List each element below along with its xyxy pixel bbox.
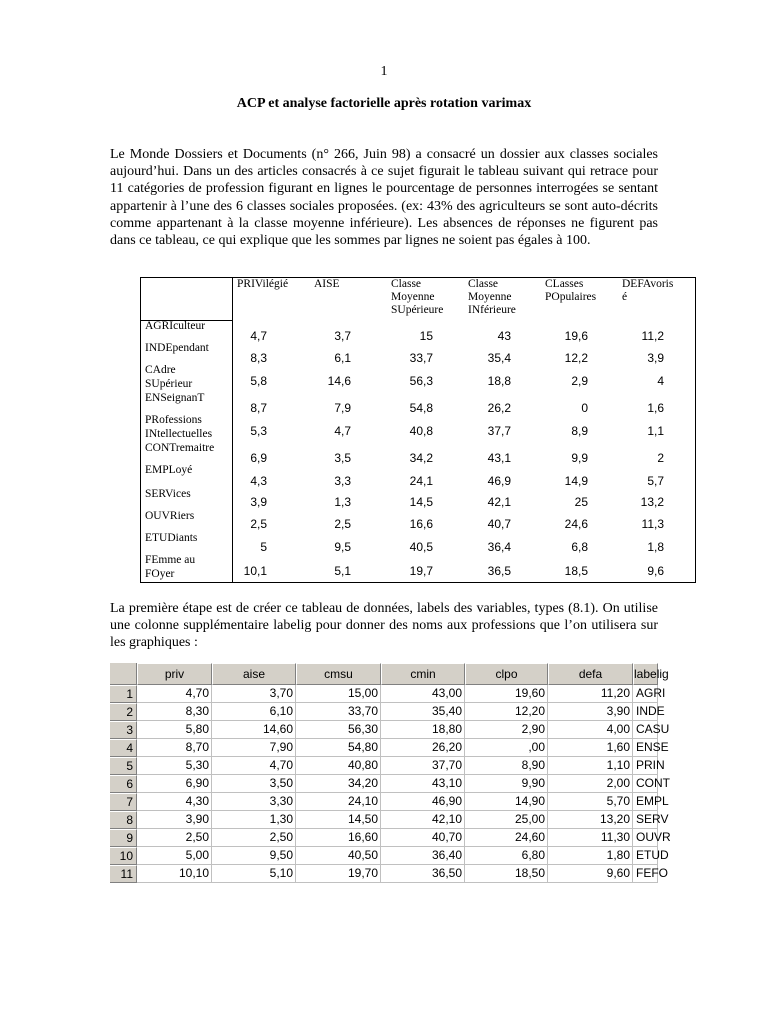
second-paragraph: La première étape est de créer ce tableau de données, labels des variables, types (8.1). On utilise une colonne supplémentaire labelig pour donner des noms aux professions que l’on utilisera sur les graphiques : xyxy=(110,601,658,651)
table-cell: 6,1 xyxy=(334,351,351,365)
table-cell: 11,3 xyxy=(641,517,664,531)
grid-cell[interactable]: 1,10 xyxy=(548,757,633,775)
row-number[interactable]: 2 xyxy=(110,703,137,721)
column-header-labelig[interactable]: labelig xyxy=(633,663,658,685)
grid-cell[interactable]: ,00 xyxy=(465,739,548,757)
column-header-aise[interactable]: aise xyxy=(212,663,296,685)
table-cell: 33,7 xyxy=(409,351,433,365)
row-label-line: CAdre xyxy=(145,364,176,376)
row-label-line: ETUDiants xyxy=(145,532,198,544)
row-label xyxy=(145,532,197,546)
row-label xyxy=(145,364,192,391)
grid-cell[interactable]: 8,90 xyxy=(465,757,548,775)
grid-cell[interactable]: 46,90 xyxy=(381,793,465,811)
grid-cell[interactable]: 34,20 xyxy=(296,775,381,793)
grid-cell[interactable]: 9,90 xyxy=(465,775,548,793)
table-cell: 35,4 xyxy=(487,351,511,365)
grid-cell[interactable]: 40,70 xyxy=(381,829,465,847)
grid-cell[interactable]: 14,50 xyxy=(296,811,381,829)
table-cell: 19,6 xyxy=(564,329,588,343)
table-cell: 19,7 xyxy=(409,564,433,578)
row-label-line: CONTremaitre xyxy=(145,442,215,454)
grid-cell[interactable]: 4,00 xyxy=(548,721,633,739)
table-cell: 4,7 xyxy=(334,424,351,438)
table-cell: 24,6 xyxy=(564,517,588,531)
grid-cell[interactable]: 6,10 xyxy=(212,703,296,721)
table-cell: 26,2 xyxy=(487,401,511,415)
grid-cell[interactable]: ENSE xyxy=(633,739,658,757)
column-header-line: PRIVilégié xyxy=(237,278,289,290)
grid-cell[interactable]: 36,50 xyxy=(381,865,465,883)
table-cell: 40,7 xyxy=(487,517,511,531)
data-editor-grid[interactable] xyxy=(110,663,671,881)
table-cell: 9,9 xyxy=(571,451,588,465)
table-cell: 3,9 xyxy=(647,351,664,365)
grid-cell[interactable]: 3,90 xyxy=(548,703,633,721)
grid-cell[interactable]: 15,00 xyxy=(296,685,381,703)
grid-cell[interactable]: 9,50 xyxy=(212,847,296,865)
table-cell: 18,5 xyxy=(564,564,588,578)
grid-cell[interactable]: 1,30 xyxy=(212,811,296,829)
column-header-line: Moyenne xyxy=(391,291,435,303)
row-label-line: FOyer xyxy=(145,567,175,580)
table-cell: 5,8 xyxy=(250,374,267,388)
grid-cell[interactable]: 4,70 xyxy=(212,757,296,775)
grid-cell[interactable]: CONT xyxy=(633,775,658,793)
row-label xyxy=(145,510,194,524)
grid-cell[interactable]: AGRI xyxy=(633,685,658,703)
grid-cell[interactable]: 36,40 xyxy=(381,847,465,865)
table-cell: 46,9 xyxy=(487,474,511,488)
table-cell: 5,1 xyxy=(334,564,351,578)
column-header xyxy=(622,278,673,304)
grid-cell[interactable]: 5,10 xyxy=(212,865,296,883)
grid-cell[interactable]: 1,60 xyxy=(548,739,633,757)
table-cell: 1,1 xyxy=(647,424,664,438)
grid-cell[interactable]: 11,20 xyxy=(548,685,633,703)
table-cell: 5 xyxy=(260,540,267,554)
column-header xyxy=(468,278,516,317)
grid-cell[interactable]: 5,70 xyxy=(548,793,633,811)
column-header-defa[interactable]: defa xyxy=(548,663,633,685)
grid-cell[interactable]: 26,20 xyxy=(381,739,465,757)
grid-cell[interactable]: PRIN xyxy=(633,757,658,775)
row-label-line: FEmme au xyxy=(145,554,196,566)
table-cell: 25 xyxy=(574,495,588,509)
table-cell: 7,9 xyxy=(334,401,351,415)
grid-cell[interactable]: FEFO xyxy=(633,865,658,883)
table-cell: 12,2 xyxy=(564,351,588,365)
row-number[interactable]: 11 xyxy=(110,865,137,883)
table-cell: 43 xyxy=(497,329,511,343)
table-cell: 3,7 xyxy=(334,329,351,343)
row-number[interactable]: 6 xyxy=(110,775,137,793)
row-number[interactable]: 3 xyxy=(110,721,137,739)
column-header xyxy=(391,278,443,317)
row-label-line: SUpérieur xyxy=(145,377,193,390)
row-label xyxy=(145,320,205,334)
column-header-line: AISE xyxy=(314,278,340,290)
column-header-line: Moyenne xyxy=(468,291,512,303)
column-header xyxy=(314,278,340,291)
grid-cell[interactable]: 56,30 xyxy=(296,721,381,739)
grid-cell[interactable]: 11,30 xyxy=(548,829,633,847)
table-cell: 40,8 xyxy=(409,424,433,438)
row-label xyxy=(145,392,204,406)
column-header xyxy=(545,278,596,304)
intro-paragraph: Le Monde Dossiers et Documents (n° 266, Juin 98) a consacré un dossier aux classes sociales aujourd’hui. Dans un des articles consacrés à ce sujet figurait le tableau suivant qui retrace pour 11 catégories de profession figurant en lignes le pourcentage de personnes interrogées se sentant appartenir à l’une des 6 classes sociales proposées. (ex: 43% des agriculteurs se sont auto-décrits comme appartenant à la classe moyenne inférieure). Les absences de réponses ne figurent pas dans ce tableau, ce qui explique que les sommes par lignes ne soient pas égales à 100. xyxy=(110,147,658,249)
grid-cell[interactable]: CASU xyxy=(633,721,658,739)
table-cell: 14,9 xyxy=(564,474,588,488)
row-label xyxy=(145,414,212,441)
grid-cell[interactable]: 3,30 xyxy=(212,793,296,811)
grid-cell[interactable]: 2,00 xyxy=(548,775,633,793)
table-cell: 3,5 xyxy=(334,451,351,465)
table-cell: 54,8 xyxy=(409,401,433,415)
table-cell: 1,3 xyxy=(334,495,351,509)
table-cell: 40,5 xyxy=(409,540,433,554)
table-cell: 24,1 xyxy=(409,474,433,488)
grid-cell[interactable]: 10,10 xyxy=(137,865,212,883)
grid-cell[interactable]: 4,30 xyxy=(137,793,212,811)
table-cell: 5,7 xyxy=(647,474,664,488)
table-cell: 4 xyxy=(657,374,664,388)
table-cell: 9,6 xyxy=(647,564,664,578)
table-cell: 18,8 xyxy=(487,374,511,388)
table-cell: 2,5 xyxy=(334,517,351,531)
row-label-line: AGRIculteur xyxy=(145,320,206,332)
table-cell: 56,3 xyxy=(409,374,433,388)
grid-cell[interactable]: 18,80 xyxy=(381,721,465,739)
table-cell: 8,7 xyxy=(250,401,267,415)
table-cell: 14,6 xyxy=(327,374,351,388)
table-cell: 6,8 xyxy=(571,540,588,554)
grid-cell[interactable]: 12,20 xyxy=(465,703,548,721)
grid-cell[interactable]: 2,50 xyxy=(137,829,212,847)
grid-cell[interactable]: 16,60 xyxy=(296,829,381,847)
column-header xyxy=(237,278,288,291)
table-cell: 10,1 xyxy=(243,564,267,578)
grid-cell[interactable]: 35,40 xyxy=(381,703,465,721)
column-header-line: Classe xyxy=(391,278,422,290)
table-cell: 34,2 xyxy=(409,451,433,465)
grid-cell[interactable]: 9,60 xyxy=(548,865,633,883)
row-number[interactable]: 10 xyxy=(110,847,137,865)
grid-cell[interactable]: 54,80 xyxy=(296,739,381,757)
page-number: 1 xyxy=(380,64,388,79)
grid-cell[interactable]: 33,70 xyxy=(296,703,381,721)
table-cell: 11,2 xyxy=(641,329,664,343)
column-header-line: POpulaires xyxy=(545,291,597,303)
grid-cell[interactable]: 13,20 xyxy=(548,811,633,829)
table-cell: 6,9 xyxy=(250,451,267,465)
grid-cell[interactable]: 1,80 xyxy=(548,847,633,865)
table-cell: 43,1 xyxy=(487,451,511,465)
table-cell: 14,5 xyxy=(409,495,433,509)
table-cell: 37,7 xyxy=(487,424,511,438)
row-number[interactable]: 8 xyxy=(110,811,137,829)
row-label-line: INDEpendant xyxy=(145,342,209,354)
row-label xyxy=(145,342,209,356)
row-label-line: PRofessions xyxy=(145,414,202,426)
grid-cell[interactable]: 5,30 xyxy=(137,757,212,775)
row-label-line: INtellectuelles xyxy=(145,427,213,440)
column-header-line: é xyxy=(622,291,628,303)
row-number[interactable]: 7 xyxy=(110,793,137,811)
grid-cell[interactable]: 8,30 xyxy=(137,703,212,721)
grid-cell[interactable]: SERV xyxy=(633,811,658,829)
grid-cell[interactable]: 2,90 xyxy=(465,721,548,739)
table-cell: 4,3 xyxy=(250,474,267,488)
grid-cell[interactable]: 3,70 xyxy=(212,685,296,703)
row-number[interactable]: 5 xyxy=(110,757,137,775)
grid-cell[interactable]: 24,10 xyxy=(296,793,381,811)
table-cell: 0 xyxy=(581,401,588,415)
row-label-line: SERVices xyxy=(145,488,191,500)
grid-cell[interactable]: 40,50 xyxy=(296,847,381,865)
table-cell: 1,8 xyxy=(647,540,664,554)
grid-cell[interactable]: 5,00 xyxy=(137,847,212,865)
table-cell: 3,9 xyxy=(250,495,267,509)
grid-cell[interactable]: EMPL xyxy=(633,793,658,811)
class-survey-table xyxy=(140,277,696,583)
grid-cell[interactable]: 2,50 xyxy=(212,829,296,847)
column-header-cmsu[interactable]: cmsu xyxy=(296,663,381,685)
table-cell: 1,6 xyxy=(647,401,664,415)
grid-cell[interactable]: ETUD xyxy=(633,847,658,865)
grid-cell[interactable]: 42,10 xyxy=(381,811,465,829)
table-cell: 2 xyxy=(657,451,664,465)
grid-cell[interactable]: 6,80 xyxy=(465,847,548,865)
row-label xyxy=(145,442,214,456)
grid-cell[interactable]: 14,60 xyxy=(212,721,296,739)
document-title: ACP et analyse factorielle après rotation varimax xyxy=(236,96,532,111)
row-label-line: EMPLoyé xyxy=(145,464,193,476)
column-header-line: Classe xyxy=(468,278,499,290)
column-header-clpo[interactable]: clpo xyxy=(465,663,548,685)
column-header-priv[interactable]: priv xyxy=(137,663,212,685)
column-header-line: CLasses xyxy=(545,278,584,290)
row-label-line: ENSeignanT xyxy=(145,392,205,404)
grid-cell[interactable]: 5,80 xyxy=(137,721,212,739)
grid-cell[interactable]: 43,10 xyxy=(381,775,465,793)
grid-cell[interactable]: 6,90 xyxy=(137,775,212,793)
grid-corner[interactable] xyxy=(110,663,137,685)
grid-cell[interactable]: INDE xyxy=(633,703,658,721)
table-cell: 4,7 xyxy=(250,329,267,343)
table-cell: 36,4 xyxy=(487,540,511,554)
table-cell: 42,1 xyxy=(487,495,511,509)
column-header-line: DEFAvoris xyxy=(622,278,674,290)
table-cell: 13,2 xyxy=(640,495,664,509)
grid-cell[interactable]: 4,70 xyxy=(137,685,212,703)
grid-cell[interactable]: 43,00 xyxy=(381,685,465,703)
row-label xyxy=(145,488,191,502)
row-number[interactable]: 4 xyxy=(110,739,137,757)
grid-cell[interactable]: 25,00 xyxy=(465,811,548,829)
row-label xyxy=(145,554,195,581)
grid-cell[interactable]: 19,60 xyxy=(465,685,548,703)
grid-cell[interactable]: 40,80 xyxy=(296,757,381,775)
table-cell: 15 xyxy=(419,329,433,343)
table-cell: 3,3 xyxy=(334,474,351,488)
column-header-line: INférieure xyxy=(468,304,516,316)
column-header-cmin[interactable]: cmin xyxy=(381,663,465,685)
table-cell: 2,9 xyxy=(571,374,588,388)
grid-cell[interactable]: 18,50 xyxy=(465,865,548,883)
grid-cell[interactable]: 14,90 xyxy=(465,793,548,811)
table-cell: 2,5 xyxy=(250,517,267,531)
table-cell: 8,3 xyxy=(250,351,267,365)
grid-cell[interactable]: 3,90 xyxy=(137,811,212,829)
row-number[interactable]: 9 xyxy=(110,829,137,847)
grid-cell[interactable]: 19,70 xyxy=(296,865,381,883)
column-header-line: SUpérieure xyxy=(391,304,444,316)
row-label xyxy=(145,464,192,478)
grid-cell[interactable]: 7,90 xyxy=(212,739,296,757)
grid-cell[interactable]: 8,70 xyxy=(137,739,212,757)
table-cell: 36,5 xyxy=(487,564,511,578)
table-cell: 5,3 xyxy=(250,424,267,438)
grid-cell[interactable]: 37,70 xyxy=(381,757,465,775)
grid-cell[interactable]: OUVR xyxy=(633,829,658,847)
row-label-line: OUVRiers xyxy=(145,510,195,522)
table-cell: 16,6 xyxy=(409,517,433,531)
table-cell: 9,5 xyxy=(334,540,351,554)
row-number[interactable]: 1 xyxy=(110,685,137,703)
grid-cell[interactable]: 3,50 xyxy=(212,775,296,793)
grid-cell[interactable]: 24,60 xyxy=(465,829,548,847)
table-cell: 8,9 xyxy=(571,424,588,438)
